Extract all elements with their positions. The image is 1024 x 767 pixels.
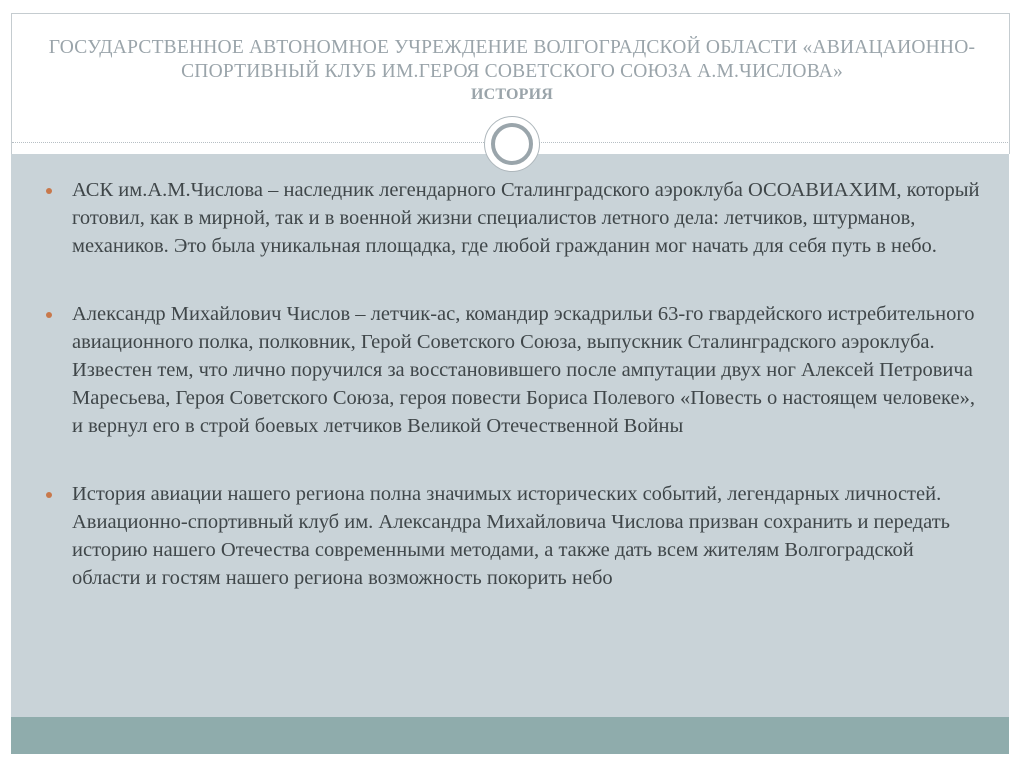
page-subtitle: ИСТОРИЯ: [470, 86, 554, 103]
page-title: [30, 36, 994, 106]
list-item: [46, 300, 986, 440]
bullet-dot-icon: [46, 312, 52, 318]
footer-band: [11, 717, 1009, 754]
list-item-text: История авиации нашего региона полна значимых исторических событий, легендарных личностей. Авиационно-спортивный клуб им. Александра Михайловича Числова призван сохранить и передать историю нашего Отечества современными методами, а также дать всем жителям Волгоградской области и гостям нашего региона возможность покорить небо: [72, 483, 951, 589]
list-item-text: АСК им.А.М.Числова – наследник легендарного Сталинградского аэроклуба ОСОАВИАХИМ, который готовил, как в мирной, так и в военной жизни специалистов летного дела: летчиков, штурманов, механиков. Это была уникальная площадка, где любой гражданин мог начать для себя путь в небо.: [72, 179, 980, 257]
list-item: [46, 480, 986, 592]
list-item-text: Александр Михайлович Числов – летчик-ас, командир эскадрильи 63-го гвардейского истребительного авиационного полка, полковник, Герой Советского Союза, выпускник Сталинградского аэроклуба. Известен тем, что лично поручился за восстановившего после ампутации двух ног Алексей Петровича Маресьева, Героя Советского Союза, героя повести Бориса Полевого «Повесть о настоящем человеке», и вернул его в строй боевых летчиков Великой Отечественной Войны: [72, 303, 975, 437]
page-title-text: ГОСУДАРСТВЕННОЕ АВТОНОМНОЕ УЧРЕЖДЕНИЕ ВОЛГОГРАДСКОЙ ОБЛАСТИ «АВИАЦАИОННО-СПОРТИВНЫЙ КЛУБ ИМ.ГЕРОЯ СОВЕТСКОГО СОЮЗА А.М.ЧИСЛОВА»: [48, 37, 976, 82]
circle-ring-inner: [491, 123, 533, 165]
bullet-list: [46, 176, 986, 632]
bullet-dot-icon: [46, 492, 52, 498]
circle-ring-icon: [484, 116, 540, 172]
bullet-dot-icon: [46, 188, 52, 194]
list-item: [46, 176, 986, 260]
